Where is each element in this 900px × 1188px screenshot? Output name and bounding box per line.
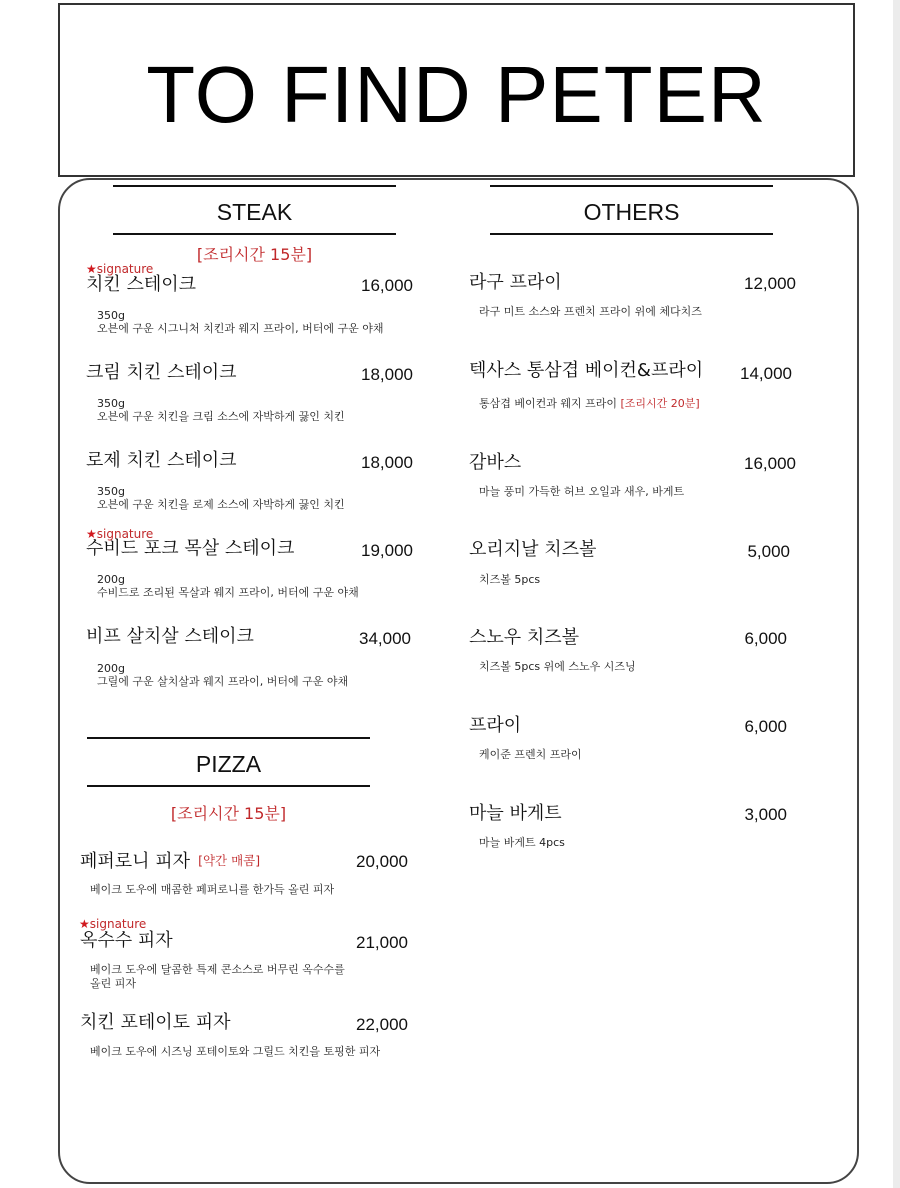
menu-item-desc: 오븐에 구운 치킨을 로제 소스에 자박하게 끓인 치킨 <box>97 498 345 511</box>
menu-item-weight: 200g <box>97 662 125 675</box>
menu-item-price: 12,000 <box>744 274 796 293</box>
menu-item-name: 텍사스 통삼겹 베이컨&프라이 <box>469 360 704 381</box>
cook-time-note: [조리시간 20분] <box>620 397 700 410</box>
pizza-rule-bottom <box>87 785 370 787</box>
menu-item-weight: 350g <box>97 309 125 322</box>
menu-item-name: 비프 살치살 스테이크 <box>86 626 254 647</box>
menu-item-name: 감바스 <box>469 452 522 473</box>
menu-item-name: 마늘 바게트 <box>469 803 562 824</box>
menu-item-desc: 수비드로 조리된 목살과 웨지 프라이, 버터에 구운 야채 <box>97 586 359 599</box>
menu-item-name: 오리지날 치즈볼 <box>469 539 597 560</box>
menu-item-desc: 베이크 도우에 시즈닝 포테이토와 그릴드 치킨을 토핑한 피자 <box>90 1045 381 1058</box>
menu-item-name: 치킨 스테이크 <box>86 274 197 295</box>
menu-item-price: 6,000 <box>744 717 787 736</box>
menu-item-desc: 그릴에 구운 살치살과 웨지 프라이, 버터에 구운 야채 <box>97 675 349 688</box>
header-box <box>58 3 855 177</box>
steak-cook-time: [조리시간 15분] <box>196 245 313 264</box>
star-icon: ★ <box>86 262 97 276</box>
menu-item-price: 6,000 <box>744 629 787 648</box>
menu-item-weight: 350g <box>97 485 125 498</box>
menu-item-desc: 치즈볼 5pcs 위에 스노우 시즈닝 <box>479 660 636 673</box>
menu-item-name: 스노우 치즈볼 <box>469 627 580 648</box>
menu-item-price: 3,000 <box>744 805 787 824</box>
menu-item-desc: 오븐에 구운 치킨을 크림 소스에 자박하게 끓인 치킨 <box>97 410 345 423</box>
menu-item-desc: 통삼겹 베이컨과 웨지 프라이 [조리시간 20분] <box>479 397 700 410</box>
menu-item-desc: 마늘 바게트 4pcs <box>479 836 565 849</box>
menu-item-price: 20,000 <box>356 852 408 871</box>
menu-item-price: 34,000 <box>359 629 411 648</box>
menu-item-price: 18,000 <box>361 453 413 472</box>
signature-badge: ★signature <box>86 527 154 541</box>
menu-item-price: 16,000 <box>744 454 796 473</box>
menu-item-desc: 치즈볼 5pcs <box>479 573 541 586</box>
signature-badge: ★signature <box>79 917 147 931</box>
menu-item-desc: 라구 미트 소스와 프렌치 프라이 위에 체다치즈 <box>479 305 702 318</box>
menu-item-name: 치킨 포테이토 피자 <box>80 1012 231 1033</box>
menu-item-name: 크림 치킨 스테이크 <box>86 362 237 383</box>
menu-item-desc: 베이크 도우에 매콤한 페퍼로니를 한가득 올린 피자 <box>90 883 335 896</box>
menu-item-name: 프라이 <box>469 715 522 736</box>
menu-item-price: 18,000 <box>361 365 413 384</box>
menu-item-desc: 마늘 풍미 가득한 허브 오일과 새우, 바게트 <box>479 485 685 498</box>
menu-item-name: 로제 치킨 스테이크 <box>86 450 237 471</box>
menu-item-desc: 베이크 도우에 달콤한 특제 콘소스로 버무린 옥수수를 <box>90 963 345 976</box>
menu-item-name: 페퍼로니 피자 [약간 매콤] <box>80 851 261 872</box>
page-edge-strip <box>893 0 900 1188</box>
menu-item-desc: 케이준 프렌치 프라이 <box>479 748 582 761</box>
spicy-tag: [약간 매콤] <box>198 853 261 868</box>
restaurant-title: TO FIND PETER <box>146 50 767 139</box>
menu-item-price: 16,000 <box>361 276 413 295</box>
menu-item-name: 수비드 포크 목살 스테이크 <box>86 538 295 559</box>
menu-item-weight: 200g <box>97 573 125 586</box>
menu-item-name: 라구 프라이 <box>469 272 562 293</box>
menu-item-price: 5,000 <box>747 542 790 561</box>
menu-item-name: 옥수수 피자 <box>80 930 173 951</box>
signature-badge: ★signature <box>86 262 154 276</box>
steak-rule-bottom <box>113 233 396 235</box>
steak-rule-top <box>113 185 396 187</box>
menu-item-price: 21,000 <box>356 933 408 952</box>
steak-title: STEAK <box>216 199 293 225</box>
menu-item-price: 22,000 <box>356 1015 408 1034</box>
menu-item-desc: 오븐에 구운 시그니처 치킨과 웨지 프라이, 버터에 구운 야채 <box>97 322 384 335</box>
pizza-rule-top <box>87 737 370 739</box>
star-icon: ★ <box>79 917 90 931</box>
star-icon: ★ <box>86 527 97 541</box>
menu-item-weight: 350g <box>97 397 125 410</box>
menu-item-desc-line2: 올린 피자 <box>90 977 137 990</box>
menu-item-price: 14,000 <box>740 364 792 383</box>
pizza-title: PIZZA <box>195 751 262 777</box>
pizza-cook-time: [조리시간 15분] <box>170 804 287 823</box>
others-rule-bottom <box>490 233 773 235</box>
menu-item-price: 19,000 <box>361 541 413 560</box>
others-title: OTHERS <box>583 199 680 225</box>
others-rule-top <box>490 185 773 187</box>
